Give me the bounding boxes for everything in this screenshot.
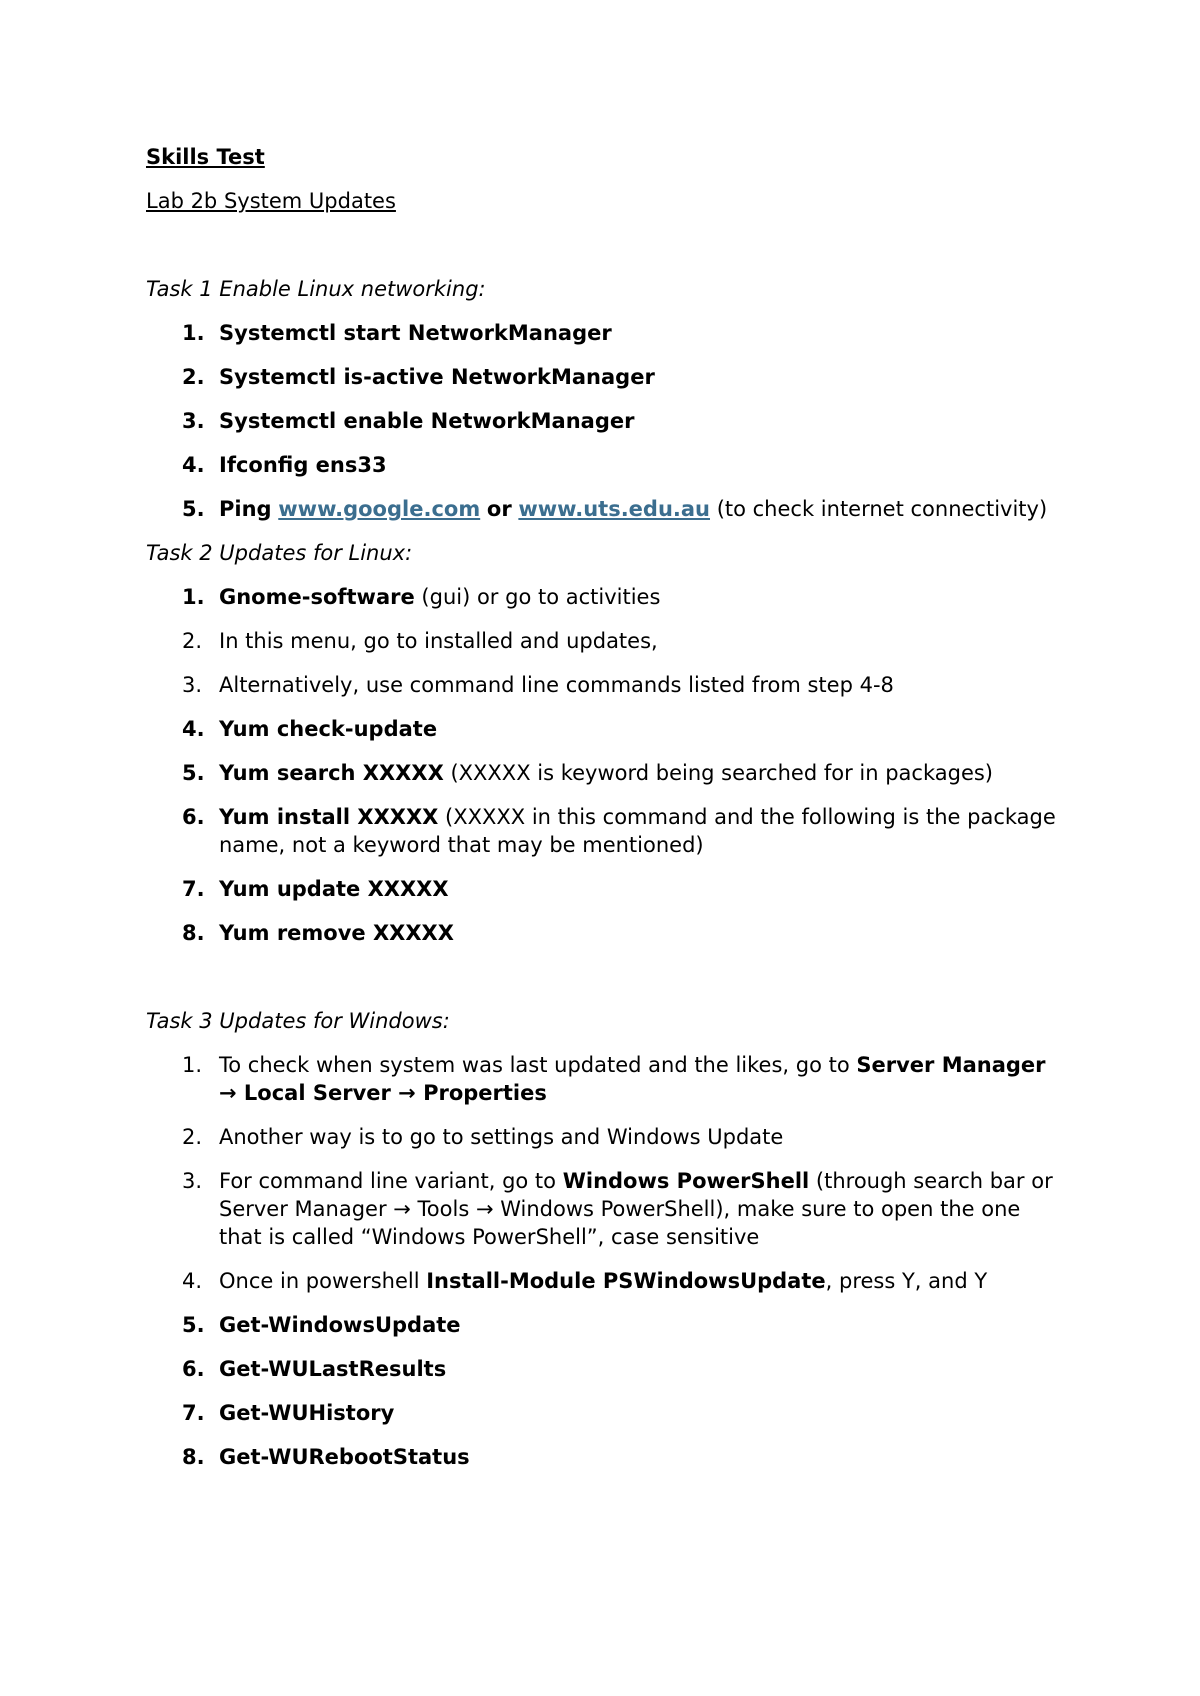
task2-heading: Task 2 Updates for Linux: [146, 541, 413, 565]
command-text: Systemctl start NetworkManager [219, 321, 612, 345]
command-text: Install-Module PSWindowsUpdate [426, 1269, 826, 1293]
note-text: (to check internet connectivity) [716, 497, 1048, 521]
list-number: 5. [182, 1313, 205, 1337]
list-item [146, 671, 1066, 699]
list-item [146, 759, 1066, 787]
task3-list [146, 1051, 1066, 1471]
note-text: (gui) or go to activities [421, 585, 661, 609]
list-item [146, 919, 1066, 947]
list-number: 5. [182, 761, 205, 785]
document-page [146, 143, 1066, 1487]
list-number: 1. [182, 585, 205, 609]
command-text: Server Manager → Local Server → Properties [219, 1053, 1046, 1105]
command-text: Windows PowerShell [562, 1169, 810, 1193]
task1-list [146, 319, 1066, 523]
item-text: In this menu, go to installed and updates, [219, 629, 658, 653]
item-text: For command line variant, go to [219, 1169, 557, 1193]
list-number: 4. [182, 453, 205, 477]
command-text: Yum update XXXXX [219, 877, 449, 901]
list-item [146, 1167, 1066, 1251]
command-text: Yum remove XXXXX [219, 921, 454, 945]
command-text: Systemctl enable NetworkManager [219, 409, 635, 433]
note-text: (XXXXX is keyword being searched for in packages) [450, 761, 993, 785]
list-item [146, 627, 1066, 655]
note-text: , press Y, and Y [825, 1269, 988, 1293]
list-item [146, 1443, 1066, 1471]
list-item [146, 1399, 1066, 1427]
list-number: 3. [182, 1169, 203, 1193]
list-item [146, 1355, 1066, 1383]
list-number: 5. [182, 497, 205, 521]
list-number: 8. [182, 921, 205, 945]
list-number: 7. [182, 877, 205, 901]
list-number: 4. [182, 717, 205, 741]
command-text: Yum install XXXXX [219, 805, 439, 829]
list-number: 7. [182, 1401, 205, 1425]
item-text: To check when system was last updated and the likes, go to [219, 1053, 850, 1077]
list-item [146, 1267, 1066, 1295]
note-text: (through search bar or Server Manager → Tools → Windows PowerShell), make sure to open the one that is called “Windows PowerShell”, case sensitive [219, 1169, 1053, 1249]
list-number: 1. [182, 321, 205, 345]
item-text: Alternatively, use command line commands listed from step 4-8 [219, 673, 894, 697]
spacer [146, 963, 1066, 1007]
list-number: 6. [182, 1357, 205, 1381]
document-title: Skills Test [146, 145, 265, 169]
command-text: Get-WURebootStatus [219, 1445, 470, 1469]
command-text: Ifconfig ens33 [219, 453, 387, 477]
command-text: Systemctl is-active NetworkManager [219, 365, 655, 389]
command-text: Get-WindowsUpdate [219, 1313, 461, 1337]
list-item [146, 363, 1066, 391]
command-text: Gnome-software [219, 585, 415, 609]
item-text: Once in powershell [219, 1269, 420, 1293]
document-subtitle: Lab 2b System Updates [146, 189, 396, 213]
list-item [146, 875, 1066, 903]
uts-link[interactable]: www.uts.edu.au [518, 497, 710, 521]
list-number: 3. [182, 673, 203, 697]
google-link[interactable]: www.google.com [278, 497, 481, 521]
command-text: Get-WULastResults [219, 1357, 447, 1381]
list-item [146, 803, 1066, 859]
list-item [146, 1051, 1066, 1107]
command-text: Ping [219, 497, 272, 521]
command-text: Yum search XXXXX [219, 761, 444, 785]
list-item [146, 1123, 1066, 1151]
item-text: Another way is to go to settings and Windows Update [219, 1125, 784, 1149]
task3-heading: Task 3 Updates for Windows: [146, 1009, 450, 1033]
list-number: 2. [182, 629, 203, 653]
list-item [146, 1311, 1066, 1339]
list-number: 1. [182, 1053, 203, 1077]
list-number: 2. [182, 365, 205, 389]
command-text: Get-WUHistory [219, 1401, 395, 1425]
list-item [146, 715, 1066, 743]
list-item [146, 495, 1066, 523]
list-number: 3. [182, 409, 205, 433]
list-item [146, 407, 1066, 435]
list-number: 8. [182, 1445, 205, 1469]
list-number: 4. [182, 1269, 203, 1293]
list-number: 2. [182, 1125, 203, 1149]
task2-list [146, 583, 1066, 947]
list-item [146, 583, 1066, 611]
list-item [146, 319, 1066, 347]
note-text: (XXXXX in this command and the following is the package name, not a keyword that may be mentioned) [219, 805, 1056, 857]
or-text: or [486, 497, 512, 521]
list-item [146, 451, 1066, 479]
command-text: Yum check-update [219, 717, 438, 741]
task1-heading: Task 1 Enable Linux networking: [146, 277, 486, 301]
list-number: 6. [182, 805, 205, 829]
